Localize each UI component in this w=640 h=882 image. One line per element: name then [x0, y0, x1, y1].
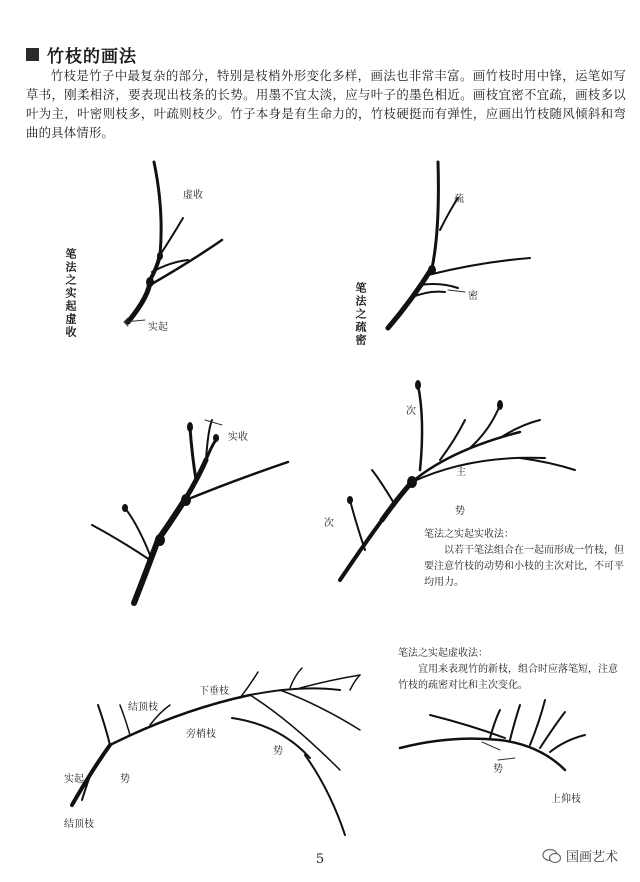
figure2-branch — [388, 162, 530, 328]
figure4-label-ci-top: 次 — [406, 406, 416, 417]
figure5-label-shiqi: 实起 — [64, 774, 84, 785]
figure5-label-pangshao: 旁梢枝 — [186, 729, 216, 740]
figure4-note-title: 笔法之实起实收法： — [424, 529, 514, 540]
figure4-note-body: 以若干笔法组合在一起而形成一竹枝，但要注意竹枝的动势和小枝的主次对比，不可平均用力。 — [424, 545, 624, 588]
figure4-label-shi: 势 — [455, 506, 465, 517]
figure2-label-dense: 密 — [468, 291, 478, 302]
watermark-text: 国画艺术 — [565, 850, 618, 865]
figure3-branch — [92, 420, 288, 603]
figure6-label-shangyang: 上仰枝 — [551, 794, 581, 805]
figure6-note-body: 宜用来表现竹的新枝，组合时应落笔短，注意竹枝的疏密对比和主次变化。 — [398, 664, 618, 691]
figure1-caption: 笔法之实起虚收 — [64, 248, 77, 339]
figure5-label-jieding-top: 结顶枝 — [128, 702, 158, 713]
figure4-label-zhu: 主 — [456, 467, 466, 478]
figure4-label-ci-left: 次 — [324, 518, 334, 529]
figure6-note-title: 笔法之实起虚收法： — [398, 648, 488, 659]
figure5-label-shi-left: 势 — [120, 774, 130, 785]
figure6-label-shi: 势 — [493, 764, 503, 775]
figure1-label-bottom: 实起 — [148, 322, 168, 333]
watermark — [542, 846, 618, 865]
figure2-label-sparse: 疏 — [454, 194, 464, 205]
intro-paragraph: 竹枝是竹子中最复杂的部分，特别是枝梢外形变化多样，画法也非常丰富。画竹枝时用中锋，运笔如写草书，刚柔相济，要表现出枝条的长势。用墨不宜太淡，应与叶子的墨色相近。画枝宜密不宜疏，画枝多以叶为主，叶密则枝多，叶疏则枝少。竹子本身是有生命力的，竹枝硬挺而有弹性，应画出竹枝随风倾斜和弯曲的具体情形。 — [26, 68, 626, 140]
wechat-icon — [542, 848, 562, 864]
figure1-branch — [128, 162, 222, 322]
figure1-label-top: 虚收 — [183, 190, 203, 201]
figure6-note — [398, 646, 618, 694]
figure2-caption: 笔法之疏密 — [354, 282, 367, 347]
section-title: 竹枝的画法 — [47, 47, 137, 67]
page-number: 5 — [315, 852, 325, 867]
figure5-label-jieding-bottom: 结顶枝 — [64, 819, 94, 830]
figure3-label: 实收 — [228, 432, 248, 443]
figure5-label-xiachui: 下垂枝 — [199, 686, 229, 697]
figure4-note — [424, 527, 624, 591]
figure5-label-shi-center: 势 — [273, 746, 283, 757]
